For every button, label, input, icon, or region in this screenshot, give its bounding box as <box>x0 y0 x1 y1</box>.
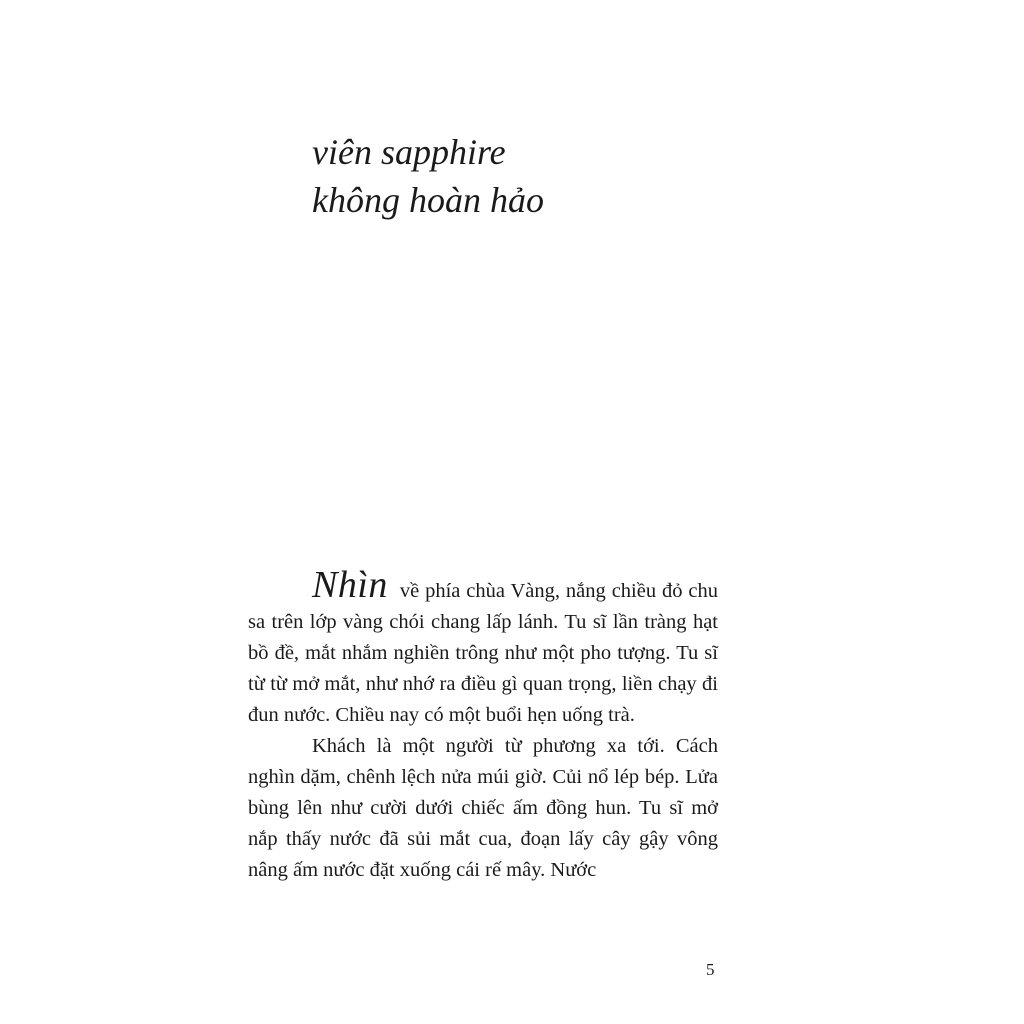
page-number: 5 <box>706 960 715 979</box>
dropcap-word: Nhìn <box>312 564 388 606</box>
paragraph-2: Khách là một người từ phương xa tới. Cách nghìn dặm, chênh lệch nửa múi giờ. Củi nổ lép bép. Lửa bùng lên như cười dưới chiếc ấm đồng hun. Tu sĩ mở nắp thấy nước đã sủi mắt cua, đoạn lấy cây gậy vông nâng ấm nước đặt xuống cái rế mây. Nước <box>248 735 718 881</box>
body-text <box>248 564 718 886</box>
chapter-title-line-1: viên sapphire <box>312 132 506 172</box>
chapter-title-line-2: không hoàn hảo <box>312 180 544 220</box>
paragraph-1-text: về phía chùa Vàng, nắng chiều đỏ chu sa trên lớp vàng chói chang lấp lánh. Tu sĩ lần tràng hạt bồ đề, mắt nhắm nghiền trông như một pho tượng. Tu sĩ từ từ mở mắt, như nhớ ra điều gì quan trọng, liền chạy đi đun nước. Chiều nay có một buổi hẹn uống trà. <box>248 580 718 726</box>
paragraph-1 <box>248 564 718 731</box>
chapter-title <box>312 128 544 224</box>
